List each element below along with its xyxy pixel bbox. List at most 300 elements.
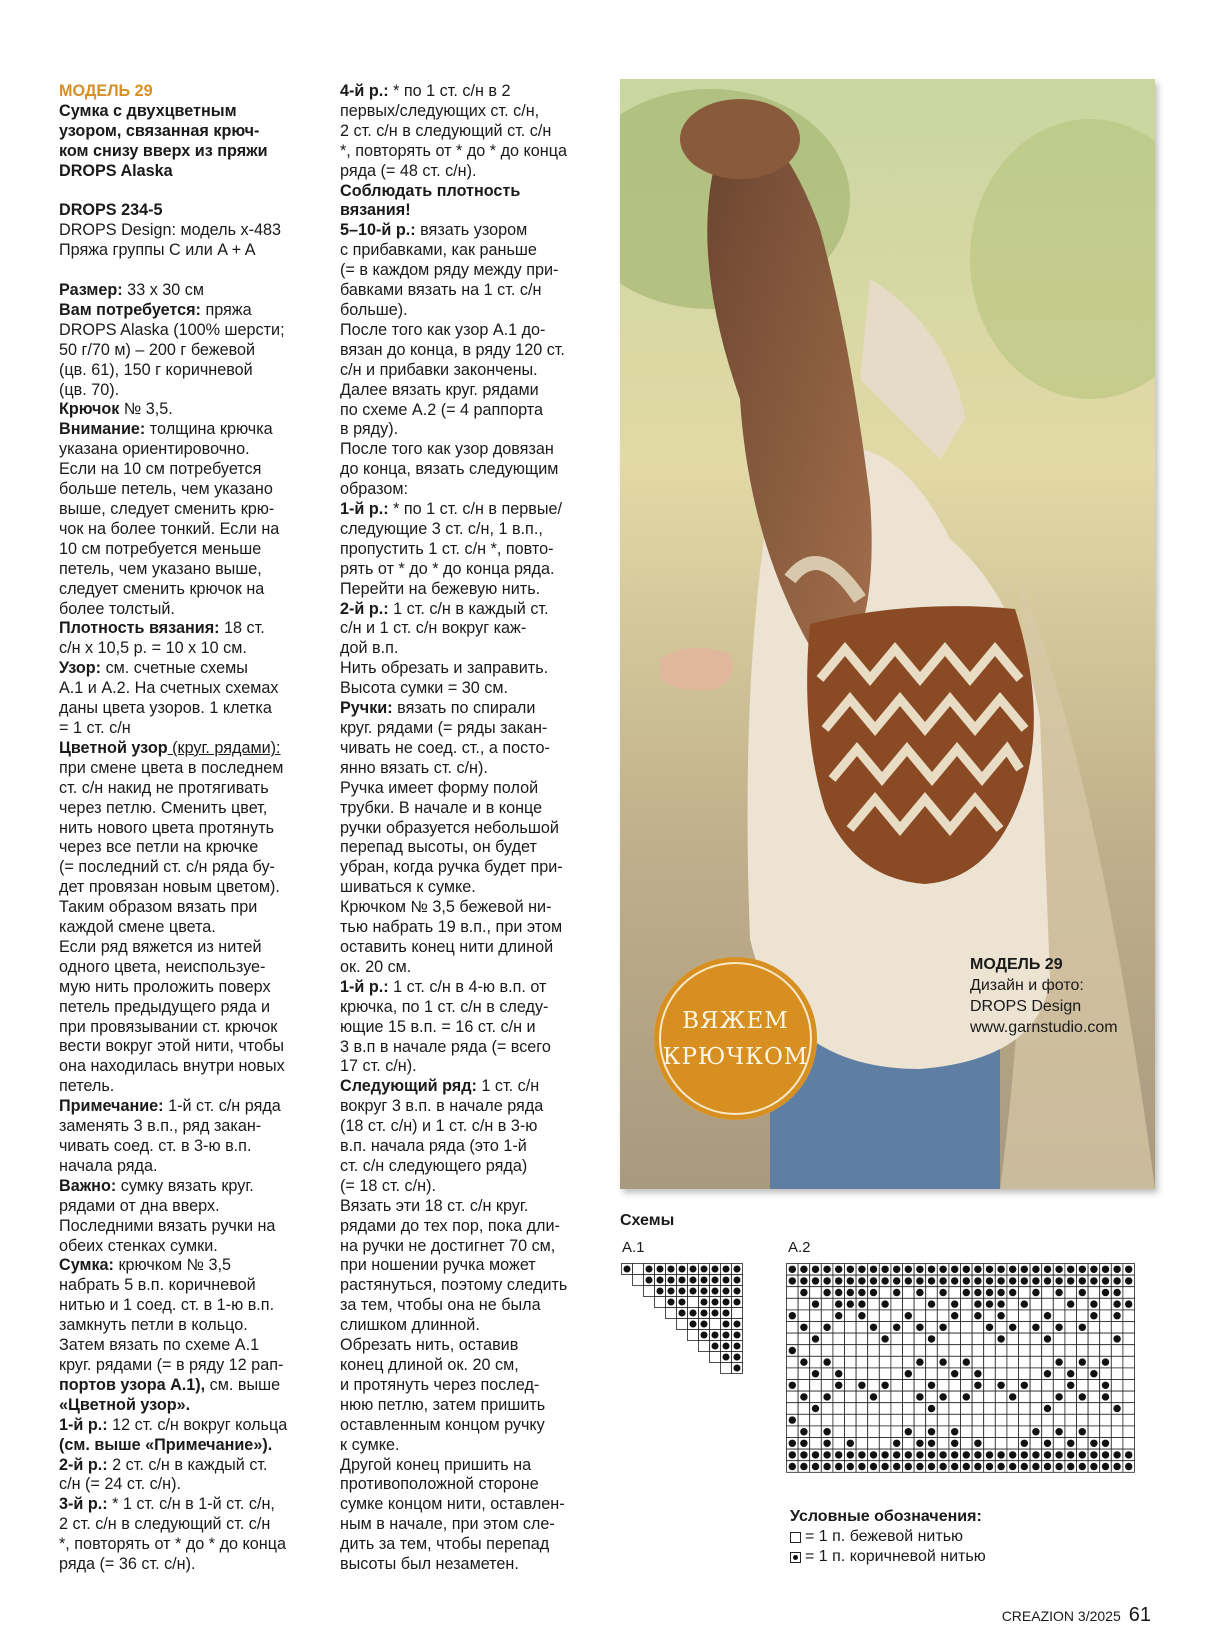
text-line <box>59 1177 309 1197</box>
text-line: при провязывании ст. крючок <box>59 1017 278 1036</box>
text-line: Если на 10 см потребуется <box>59 460 262 479</box>
brown-stitch-dot <box>963 1451 970 1458</box>
brown-stitch-dot <box>951 1440 958 1447</box>
chart-cell <box>972 1333 984 1345</box>
chart-cell <box>1019 1356 1031 1368</box>
chart-cell <box>949 1322 961 1334</box>
brown-stitch-dot <box>1044 1312 1051 1319</box>
chart-cell <box>821 1298 833 1310</box>
chart-cell <box>1065 1426 1077 1438</box>
brown-stitch-dot <box>1067 1451 1074 1458</box>
brown-stitch-dot <box>835 1312 842 1319</box>
brown-stitch-dot <box>812 1277 819 1284</box>
chart-cell <box>845 1414 857 1426</box>
brown-stitch-dot <box>997 1312 1004 1319</box>
chart-cell <box>1123 1414 1135 1426</box>
brown-stitch-dot <box>700 1309 707 1316</box>
brown-stitch-dot <box>800 1393 807 1400</box>
text-line: с/н и прибавки закончены. <box>340 360 538 379</box>
chart-cell <box>1030 1368 1042 1380</box>
chart-cell <box>961 1333 973 1345</box>
brown-stitch-dot <box>893 1266 900 1273</box>
brown-stitch-dot <box>678 1309 685 1316</box>
brown-stitch-dot <box>1055 1324 1062 1331</box>
brown-stitch-dot <box>928 1266 935 1273</box>
chart-cell <box>879 1368 891 1380</box>
text-line: Перейти на бежевую нить. <box>340 579 541 598</box>
brown-stitch-dot <box>689 1265 696 1272</box>
chart-cell <box>1088 1287 1100 1299</box>
chart-cell <box>926 1391 938 1403</box>
chart-cell <box>787 1391 799 1403</box>
text-line: с/н и 1 ст. с/н вокруг каж- <box>340 619 527 638</box>
chart-cell <box>984 1391 996 1403</box>
text-line <box>340 1077 595 1097</box>
chart-cell <box>833 1426 845 1438</box>
brown-stitch-dot <box>1044 1277 1051 1284</box>
badge-line-1: ВЯЖЕМ <box>682 1007 789 1034</box>
brown-stitch-dot <box>823 1393 830 1400</box>
brown-stitch-dot <box>997 1382 1004 1389</box>
body-text: 2 ст. с/н в каждый ст. <box>107 1455 268 1474</box>
chart-cell <box>1077 1333 1089 1345</box>
brown-stitch-dot <box>1067 1440 1074 1447</box>
brown-stitch-dot <box>963 1393 970 1400</box>
brown-stitch-dot <box>789 1416 796 1423</box>
chart-cell <box>926 1368 938 1380</box>
bold-lead: 2-й р.: <box>340 599 389 618</box>
brown-stitch-dot <box>1079 1358 1086 1365</box>
brown-stitch-dot <box>1090 1463 1097 1470</box>
chart-cell <box>1111 1426 1123 1438</box>
chart-cell <box>1019 1322 1031 1334</box>
brown-stitch-dot <box>1044 1266 1051 1273</box>
brown-stitch-dot <box>800 1358 807 1365</box>
text-line: дет провязан новым цветом). <box>59 878 280 897</box>
text-line <box>340 82 595 102</box>
text-line: ющие 15 в.п. = 16 ст. с/н и <box>340 1017 536 1036</box>
brown-stitch-dot <box>986 1266 993 1273</box>
brown-stitch-dot <box>1125 1451 1132 1458</box>
chart-cell <box>1100 1414 1112 1426</box>
chart-cell <box>903 1298 915 1310</box>
brown-stitch-dot <box>1021 1300 1028 1307</box>
chart-cell <box>926 1414 938 1426</box>
brown-stitch-dot <box>893 1324 900 1331</box>
chart-cell <box>1042 1287 1054 1299</box>
text-line: Пряжа группы C или A + A <box>59 241 256 260</box>
chart-cell <box>1111 1322 1123 1334</box>
chart-cell <box>949 1414 961 1426</box>
brown-stitch-dot <box>951 1277 958 1284</box>
chart-cell <box>972 1426 984 1438</box>
caption-title: МОДЕЛЬ 29 <box>970 956 1063 973</box>
brown-stitch-dot <box>733 1287 740 1294</box>
brown-stitch-dot <box>823 1266 830 1273</box>
brown-stitch-dot <box>678 1287 685 1294</box>
chart-cell <box>903 1414 915 1426</box>
brown-stitch-dot <box>1044 1463 1051 1470</box>
brown-stitch-dot <box>823 1289 830 1296</box>
chart-cell <box>655 1297 666 1308</box>
text-line: круг. рядами (= ряды закан- <box>340 719 548 737</box>
chart-cell <box>937 1310 949 1322</box>
bold-lead: 1-й р.: <box>59 1415 108 1434</box>
text-line: вокруг 3 в.п. в начале ряда <box>340 1097 544 1116</box>
caption-line-1: Дизайн и фото: <box>970 977 1084 994</box>
brown-stitch-dot <box>1032 1289 1039 1296</box>
chart-cell <box>798 1368 810 1380</box>
chart-cell <box>984 1438 996 1450</box>
text-line: в.п. начала ряда (это 1-й <box>340 1137 527 1156</box>
chart-cell <box>903 1403 915 1415</box>
brown-stitch-dot <box>1113 1312 1120 1319</box>
text-line: ряда (= 48 ст. с/н). <box>340 161 477 180</box>
brown-stitch-dot <box>1044 1405 1051 1412</box>
scheme-a1-chart <box>621 1263 746 1378</box>
text-line: Сумка с двухцветным <box>59 101 237 120</box>
body-text: 18 ст. <box>219 619 265 638</box>
text-line: чивать соед. ст. в 3-ю в.п. <box>59 1137 252 1155</box>
chart-cell <box>856 1403 868 1415</box>
text-line <box>340 600 595 620</box>
chart-cell <box>821 1403 833 1415</box>
brown-stitch-dot <box>928 1335 935 1342</box>
chart-cell <box>1019 1414 1031 1426</box>
text-line: DROPS Alaska <box>59 161 173 180</box>
brown-stitch-dot <box>951 1428 958 1435</box>
brown-stitch-dot <box>689 1309 696 1316</box>
chart-cell <box>798 1380 810 1392</box>
chart-cell <box>961 1368 973 1380</box>
brown-stitch-dot <box>1055 1463 1062 1470</box>
chart-cell <box>1019 1287 1031 1299</box>
chart-cell <box>699 1341 710 1352</box>
chart-cell <box>732 1308 743 1319</box>
brown-stitch-dot <box>823 1277 830 1284</box>
chart-cell <box>914 1403 926 1415</box>
text-line: набрать 5 в.п. коричневой <box>59 1276 256 1295</box>
brown-stitch-dot <box>835 1451 842 1458</box>
chart-cell <box>1088 1333 1100 1345</box>
text-line: Высота сумки = 30 см. <box>340 679 509 698</box>
chart-cell <box>868 1310 880 1322</box>
chart-cell <box>1077 1403 1089 1415</box>
brown-stitch-dot <box>733 1353 740 1360</box>
text-line <box>59 400 309 420</box>
chart-cell <box>845 1426 857 1438</box>
bold-lead: Плотность вязания: <box>59 619 220 638</box>
brown-stitch-dot <box>858 1451 865 1458</box>
brown-stitch-dot <box>916 1266 923 1273</box>
brown-stitch-dot <box>1032 1324 1039 1331</box>
brown-stitch-dot <box>812 1266 819 1273</box>
brown-stitch-dot <box>1032 1463 1039 1470</box>
chart-cell <box>821 1368 833 1380</box>
chart-cell <box>1065 1310 1077 1322</box>
brown-stitch-dot <box>870 1289 877 1296</box>
body-text: 1-й ст. с/н ряда <box>163 1097 281 1116</box>
text-line: чивать не соед. ст., а посто- <box>340 738 550 757</box>
brown-stitch-dot <box>928 1405 935 1412</box>
bold-lead: Сумка: <box>59 1256 114 1275</box>
chart-cell <box>1088 1426 1100 1438</box>
brown-stitch-dot <box>858 1463 865 1470</box>
page-number: 61 <box>1128 1604 1151 1626</box>
brown-stitch-dot <box>1113 1289 1120 1296</box>
chart-cell <box>1030 1345 1042 1357</box>
chart-cell <box>891 1298 903 1310</box>
text-line: нитью и 1 соед. ст. в 1-ю в.п. <box>59 1296 275 1315</box>
chart-cell <box>821 1414 833 1426</box>
chart-cell <box>1030 1414 1042 1426</box>
chart-cell <box>1088 1414 1100 1426</box>
brown-stitch-dot <box>800 1440 807 1447</box>
brown-stitch-dot <box>847 1440 854 1447</box>
chart-cell <box>868 1333 880 1345</box>
brown-stitch-dot <box>667 1287 674 1294</box>
brown-stitch-dot <box>733 1342 740 1349</box>
brown-stitch-dot <box>1090 1440 1097 1447</box>
brown-stitch-dot <box>812 1463 819 1470</box>
text-line: сумке концом нити, оставлен- <box>340 1495 565 1514</box>
brown-dot-square-icon <box>790 1552 801 1563</box>
brown-stitch-dot <box>1032 1428 1039 1435</box>
brown-stitch-dot <box>1055 1358 1062 1365</box>
text-line <box>59 619 309 639</box>
brown-stitch-dot <box>1079 1463 1086 1470</box>
brown-stitch-dot <box>1009 1463 1016 1470</box>
brown-stitch-dot <box>722 1298 729 1305</box>
body-text: см. выше <box>205 1375 281 1394</box>
text-line: больше). <box>340 300 408 319</box>
brown-stitch-dot <box>1113 1451 1120 1458</box>
brown-stitch-dot <box>905 1370 912 1377</box>
text-line: с/н x 10,5 р. = 10 x 10 см. <box>59 639 247 658</box>
body-text: 1 ст. с/н в 4-ю в.п. от <box>388 977 547 996</box>
brown-stitch-dot <box>733 1265 740 1272</box>
brown-stitch-dot <box>1009 1289 1016 1296</box>
brown-stitch-dot <box>733 1276 740 1283</box>
brown-stitch-dot <box>928 1428 935 1435</box>
chart-cell <box>879 1345 891 1357</box>
chart-cell <box>1123 1345 1135 1357</box>
chart-cell <box>1111 1391 1123 1403</box>
brown-stitch-dot <box>939 1289 946 1296</box>
chart-cell <box>879 1426 891 1438</box>
legend-brown-text: = 1 п. коричневой нитью <box>805 1548 986 1565</box>
text-line: крючка, по 1 ст. с/н в следу- <box>340 997 549 1016</box>
text-line: DROPS 234-5 <box>59 201 163 220</box>
chart-cell <box>787 1356 799 1368</box>
brown-stitch-dot <box>870 1277 877 1284</box>
text-line: начала ряда. <box>59 1156 158 1175</box>
chart-cell <box>868 1356 880 1368</box>
chart-cell <box>821 1310 833 1322</box>
text-line: ст. с/н накид не протягивать <box>59 778 269 797</box>
text-line: первых/следующих ст. с/н, <box>340 101 540 120</box>
chart-cell <box>891 1403 903 1415</box>
chart-cell <box>845 1345 857 1357</box>
brown-stitch-dot <box>1113 1335 1120 1342</box>
chart-cell <box>833 1403 845 1415</box>
bold-lead: Соблюдать плотность <box>340 181 521 200</box>
text-line: дой в.п. <box>340 639 399 658</box>
text-line: оставить конец нити длиной <box>340 937 554 956</box>
chart-cell <box>1100 1345 1112 1357</box>
crochet-badge <box>654 957 817 1120</box>
chart-cell <box>1077 1345 1089 1357</box>
chart-cell <box>1077 1310 1089 1322</box>
chart-cell <box>710 1352 721 1363</box>
brown-stitch-dot <box>711 1287 718 1294</box>
chart-cell <box>961 1380 973 1392</box>
chart-cell <box>1030 1380 1042 1392</box>
brown-stitch-dot <box>1044 1370 1051 1377</box>
chart-cell <box>961 1298 973 1310</box>
chart-cell <box>1030 1403 1042 1415</box>
chart-cell <box>1007 1403 1019 1415</box>
chart-cell <box>856 1438 868 1450</box>
chart-cell <box>1007 1414 1019 1426</box>
brown-stitch-dot <box>689 1276 696 1283</box>
brown-stitch-dot <box>711 1331 718 1338</box>
chart-cell <box>1019 1403 1031 1415</box>
brown-stitch-dot <box>986 1463 993 1470</box>
text-line: даны цвета узоров. 1 клетка <box>59 699 272 718</box>
body-text: 12 ст. с/н вокруг кольца <box>107 1415 288 1434</box>
bold-lead: Следующий ряд: <box>340 1077 477 1096</box>
brown-stitch-dot <box>951 1370 958 1377</box>
brown-stitch-dot <box>711 1298 718 1305</box>
chart-cell <box>810 1356 822 1368</box>
brown-stitch-dot <box>789 1440 796 1447</box>
chart-cell <box>1065 1322 1077 1334</box>
chart-cell <box>972 1403 984 1415</box>
text-line: шиваться к сумке. <box>340 878 476 897</box>
text-line <box>340 182 595 202</box>
chart-cell <box>961 1414 973 1426</box>
chart-cell <box>879 1391 891 1403</box>
brown-stitch-dot <box>812 1370 819 1377</box>
brown-stitch-dot <box>881 1451 888 1458</box>
brown-stitch-dot <box>974 1382 981 1389</box>
chart-cell <box>1088 1356 1100 1368</box>
scheme-a2-chart <box>786 1263 1138 1485</box>
chart-cell <box>856 1414 868 1426</box>
brown-stitch-dot <box>1090 1266 1097 1273</box>
bold-lead: Крючок <box>59 400 120 419</box>
chart-cell <box>972 1414 984 1426</box>
brown-stitch-dot <box>881 1266 888 1273</box>
brown-stitch-dot <box>916 1324 923 1331</box>
text-line: 2 ст. с/н в следующий ст. с/н <box>340 121 552 140</box>
chart-cell <box>856 1333 868 1345</box>
chart-cell <box>868 1368 880 1380</box>
schemes-title: Схемы <box>620 1212 675 1229</box>
text-line: до конца, вязать следующим <box>340 460 559 479</box>
text-line: (цв. 61), 150 г коричневой <box>59 360 253 379</box>
brown-stitch-dot <box>835 1277 842 1284</box>
brown-stitch-dot <box>1102 1266 1109 1273</box>
chart-cell <box>903 1322 915 1334</box>
brown-stitch-dot <box>812 1451 819 1458</box>
text-line: A.1 и A.2. На счетных схемах <box>59 679 279 698</box>
bold-lead: (см. выше «Примечание»). <box>59 1435 273 1454</box>
chart-cell <box>821 1345 833 1357</box>
brown-stitch-dot <box>1079 1277 1086 1284</box>
bold-lead: Цветной узор <box>59 738 168 757</box>
brown-stitch-dot <box>1102 1358 1109 1365</box>
text-line: Ручка имеет форму полой <box>340 778 539 797</box>
chart-cell <box>1007 1345 1019 1357</box>
brown-stitch-dot <box>847 1289 854 1296</box>
chart-cell <box>798 1310 810 1322</box>
brown-stitch-dot <box>974 1370 981 1377</box>
badge-line-2: КРЮЧКОМ <box>662 1043 809 1070</box>
brown-stitch-dot <box>800 1451 807 1458</box>
chart-cell <box>1030 1333 1042 1345</box>
chart-cell <box>1053 1380 1065 1392</box>
chart-cell <box>891 1414 903 1426</box>
chart-cell <box>798 1403 810 1415</box>
brown-stitch-dot <box>939 1393 946 1400</box>
chart-cell <box>879 1414 891 1426</box>
legend <box>790 1507 986 1567</box>
brown-stitch-dot <box>1021 1451 1028 1458</box>
chart-cell <box>1007 1426 1019 1438</box>
brown-stitch-dot <box>1009 1393 1016 1400</box>
chart-cell <box>949 1391 961 1403</box>
brown-stitch-dot <box>1055 1289 1062 1296</box>
chart-cell <box>787 1426 799 1438</box>
chart-cell <box>1019 1345 1031 1357</box>
chart-cell <box>666 1308 677 1319</box>
brown-stitch-dot <box>847 1300 854 1307</box>
chart-cell <box>1123 1310 1135 1322</box>
text-line: МОДЕЛЬ 29 <box>59 82 153 100</box>
text-line: петель предыдущего ряда и <box>59 997 271 1016</box>
chart-cell <box>1123 1426 1135 1438</box>
brown-stitch-dot <box>905 1451 912 1458</box>
brown-stitch-dot <box>733 1331 740 1338</box>
brown-stitch-dot <box>870 1451 877 1458</box>
text-line: противоположной стороне <box>340 1475 539 1494</box>
chart-cell <box>949 1356 961 1368</box>
body-text: № 3,5. <box>119 400 173 419</box>
bold-lead: 4-й р.: <box>340 82 389 100</box>
chart-cell <box>1123 1391 1135 1403</box>
text-line: нить нового цвета протянуть <box>59 818 275 837</box>
text-line: нюю петлю, затем пришить <box>340 1395 546 1414</box>
chart-cell <box>937 1403 949 1415</box>
brown-stitch-dot <box>656 1287 663 1294</box>
text-line: при смене цвета в последнем <box>59 758 284 777</box>
brown-stitch-dot <box>1090 1277 1097 1284</box>
chart-cell <box>914 1414 926 1426</box>
brown-stitch-dot <box>1079 1393 1086 1400</box>
brown-stitch-dot <box>986 1300 993 1307</box>
chart-cell <box>903 1356 915 1368</box>
chart-cell <box>868 1438 880 1450</box>
text-line <box>59 420 309 440</box>
brown-stitch-dot <box>847 1451 854 1458</box>
text-line: конец длиной ок. 20 см, <box>340 1356 519 1374</box>
brown-stitch-dot <box>1125 1266 1132 1273</box>
brown-stitch-dot <box>974 1463 981 1470</box>
brown-stitch-dot <box>939 1463 946 1470</box>
chart-cell <box>721 1363 732 1374</box>
